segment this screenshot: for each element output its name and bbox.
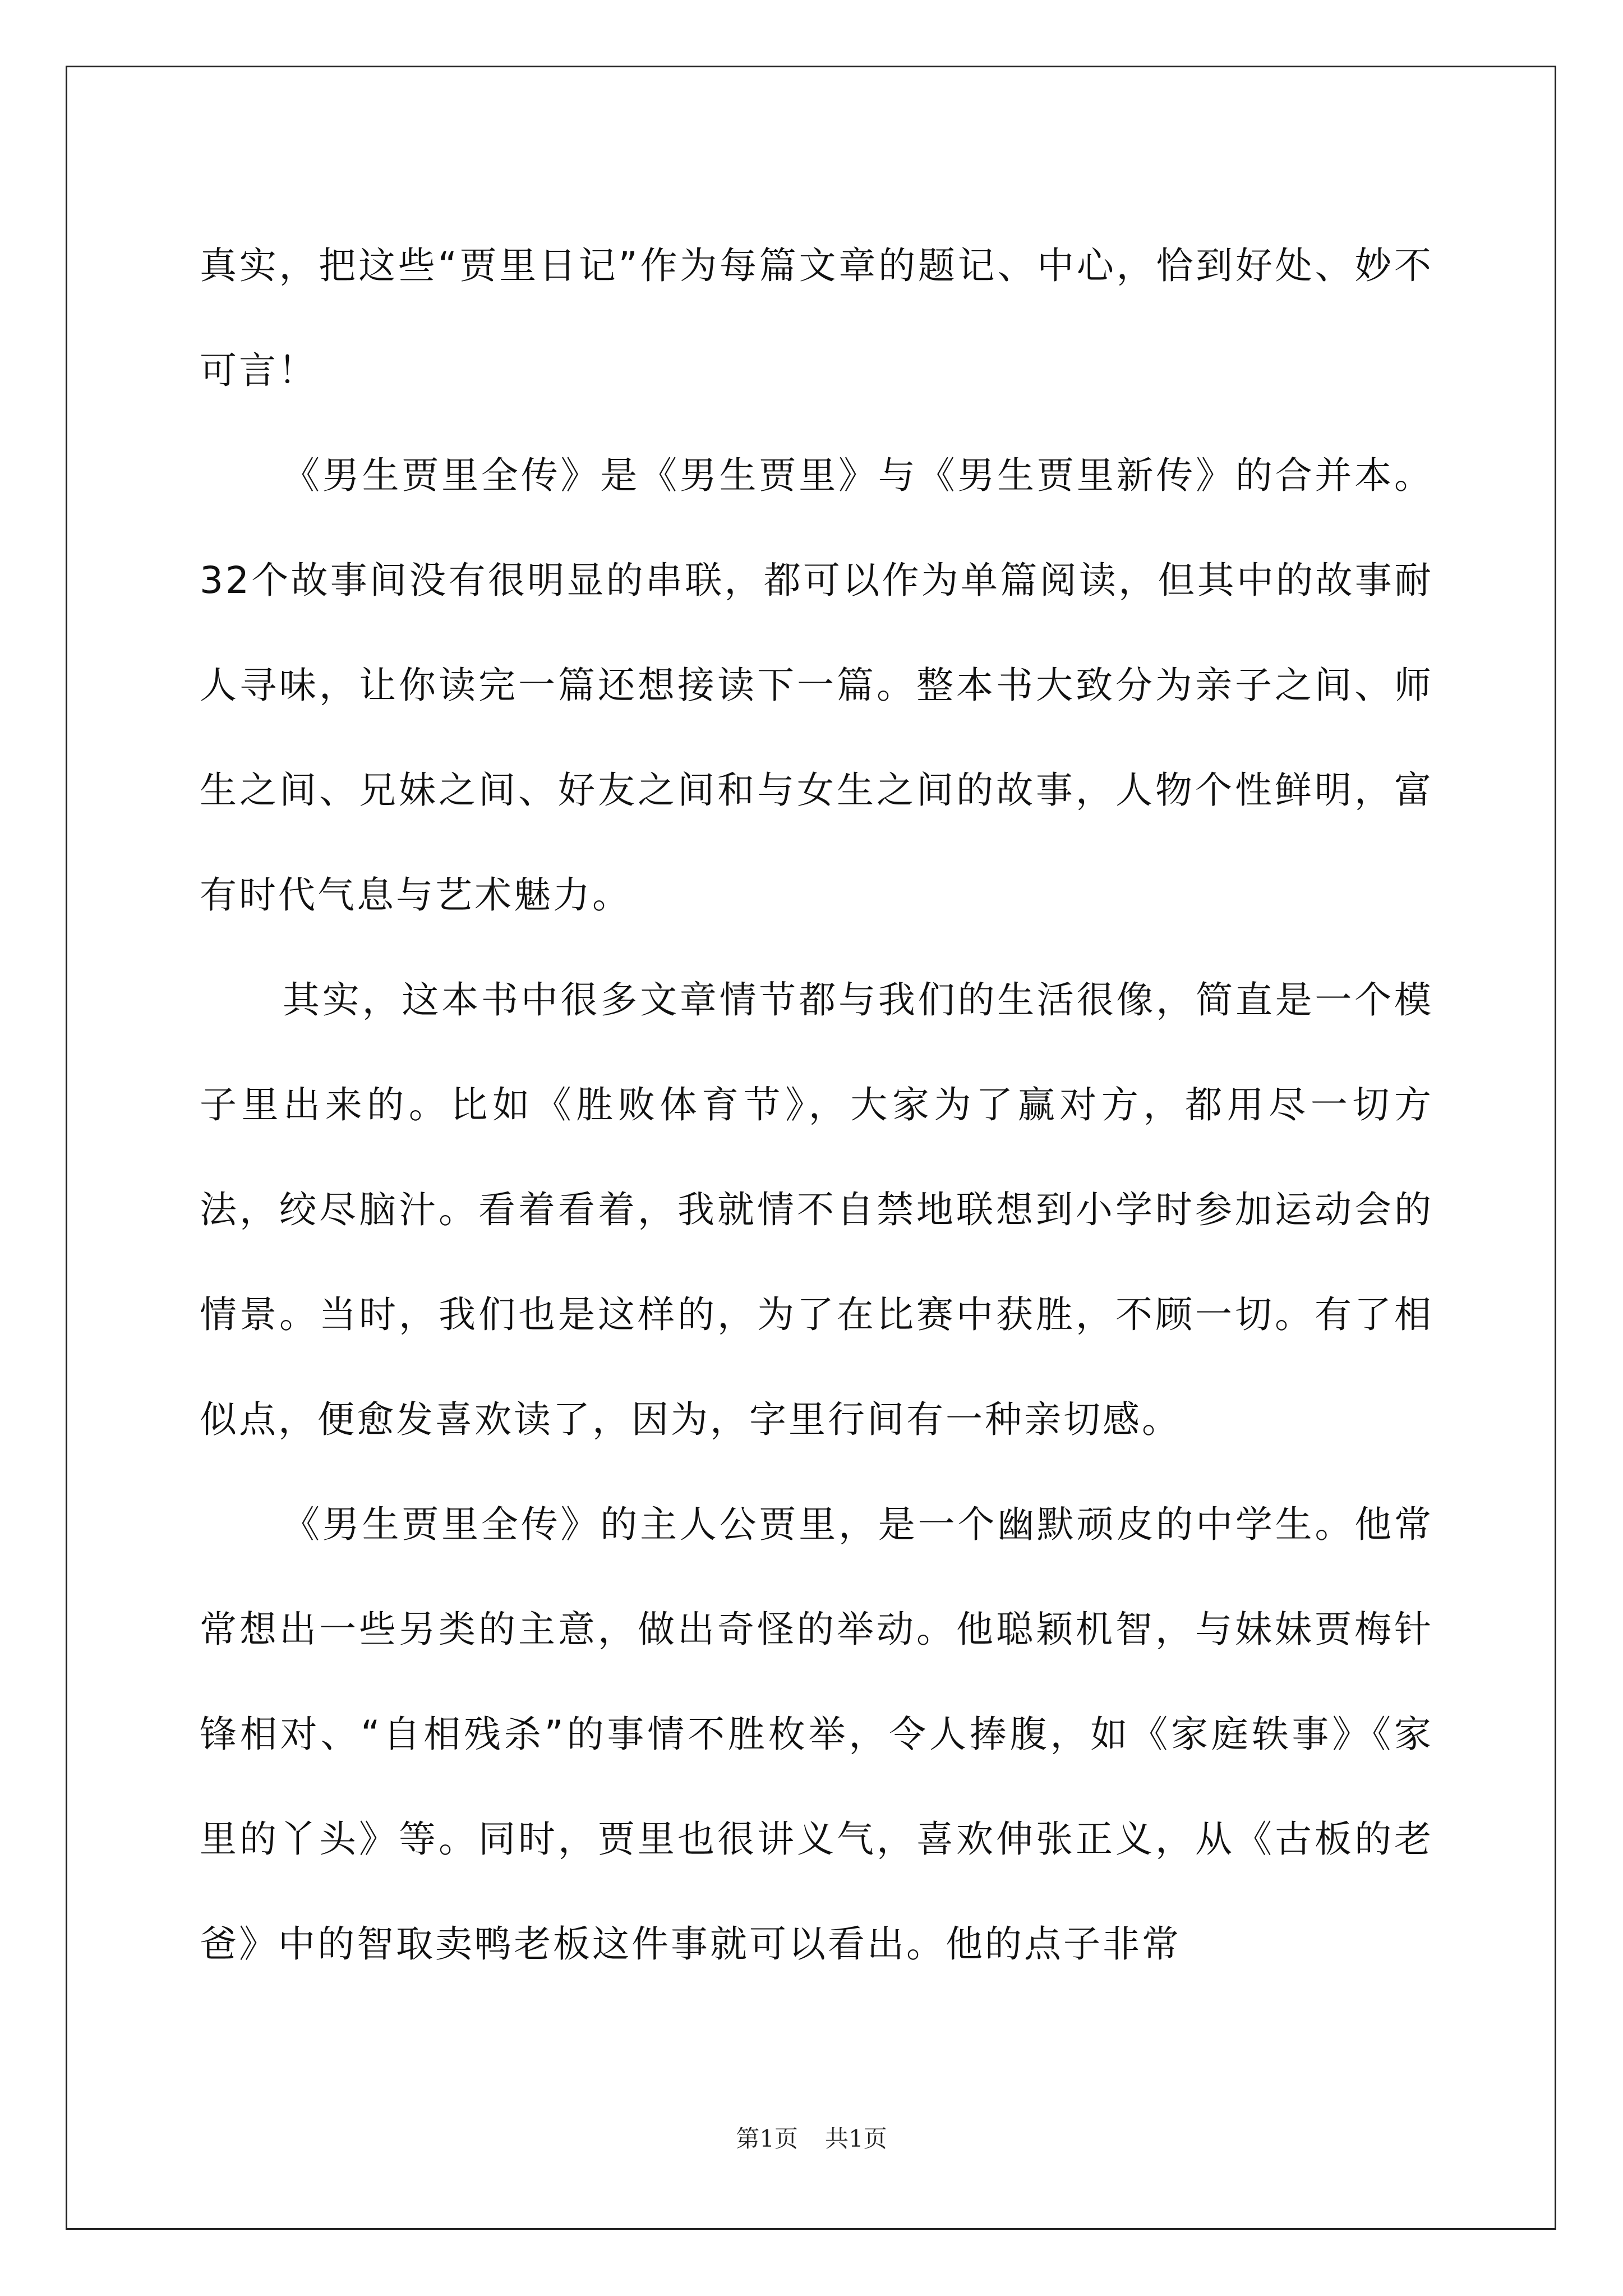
page-total: 共1页 xyxy=(825,2125,887,2152)
paragraph-3: 其实，这本书中很多文章情节都与我们的生活很像，简直是一个模子里出来的。比如《胜败体育节》，大家为了赢对方，都用尽一切方法，绞尽脑汁。看着看着，我就情不自禁地联想到小学时参加运动会的情景。当时，我们也是这样的，为了在比赛中获胜，不顾一切。有了相似点，便愈发喜欢读了，因为，字里行间有一种亲切感。 xyxy=(200,978,1433,1441)
paragraph-4: 《男生贾里全传》的主人公贾里，是一个幽默顽皮的中学生。他常常想出一些另类的主意，做出奇怪的举动。他聪颖机智，与妹妹贾梅针锋相对、“自相残杀”的事情不胜枚举，令人捧腹，如《家庭轶事》《家里的丫头》等。同时，贾里也很讲义气，喜欢伸张正义，从《古板的老爸》中的智取卖鸭老板这件事就可以看出。他的点子非常 xyxy=(200,1503,1433,1966)
paragraph-2: 《男生贾里全传》是《男生贾里》与《男生贾里新传》的合并本。32个故事间没有很明显的串联，都可以作为单篇阅读，但其中的故事耐人寻味，让你读完一篇还想接读下一篇。整本书大致分为亲子之间、师生之间、兄妹之间、好友之间和与女生之间的故事，人物个性鲜明，富有时代气息与艺术魅力。 xyxy=(200,454,1433,917)
page-footer xyxy=(0,2120,1623,2154)
paragraph-1: 真实，把这些“贾里日记”作为每篇文章的题记、中心，恰到好处、妙不可言！ xyxy=(200,244,1433,392)
document-body xyxy=(200,213,1433,1996)
page-number: 第1页 xyxy=(736,2125,798,2152)
